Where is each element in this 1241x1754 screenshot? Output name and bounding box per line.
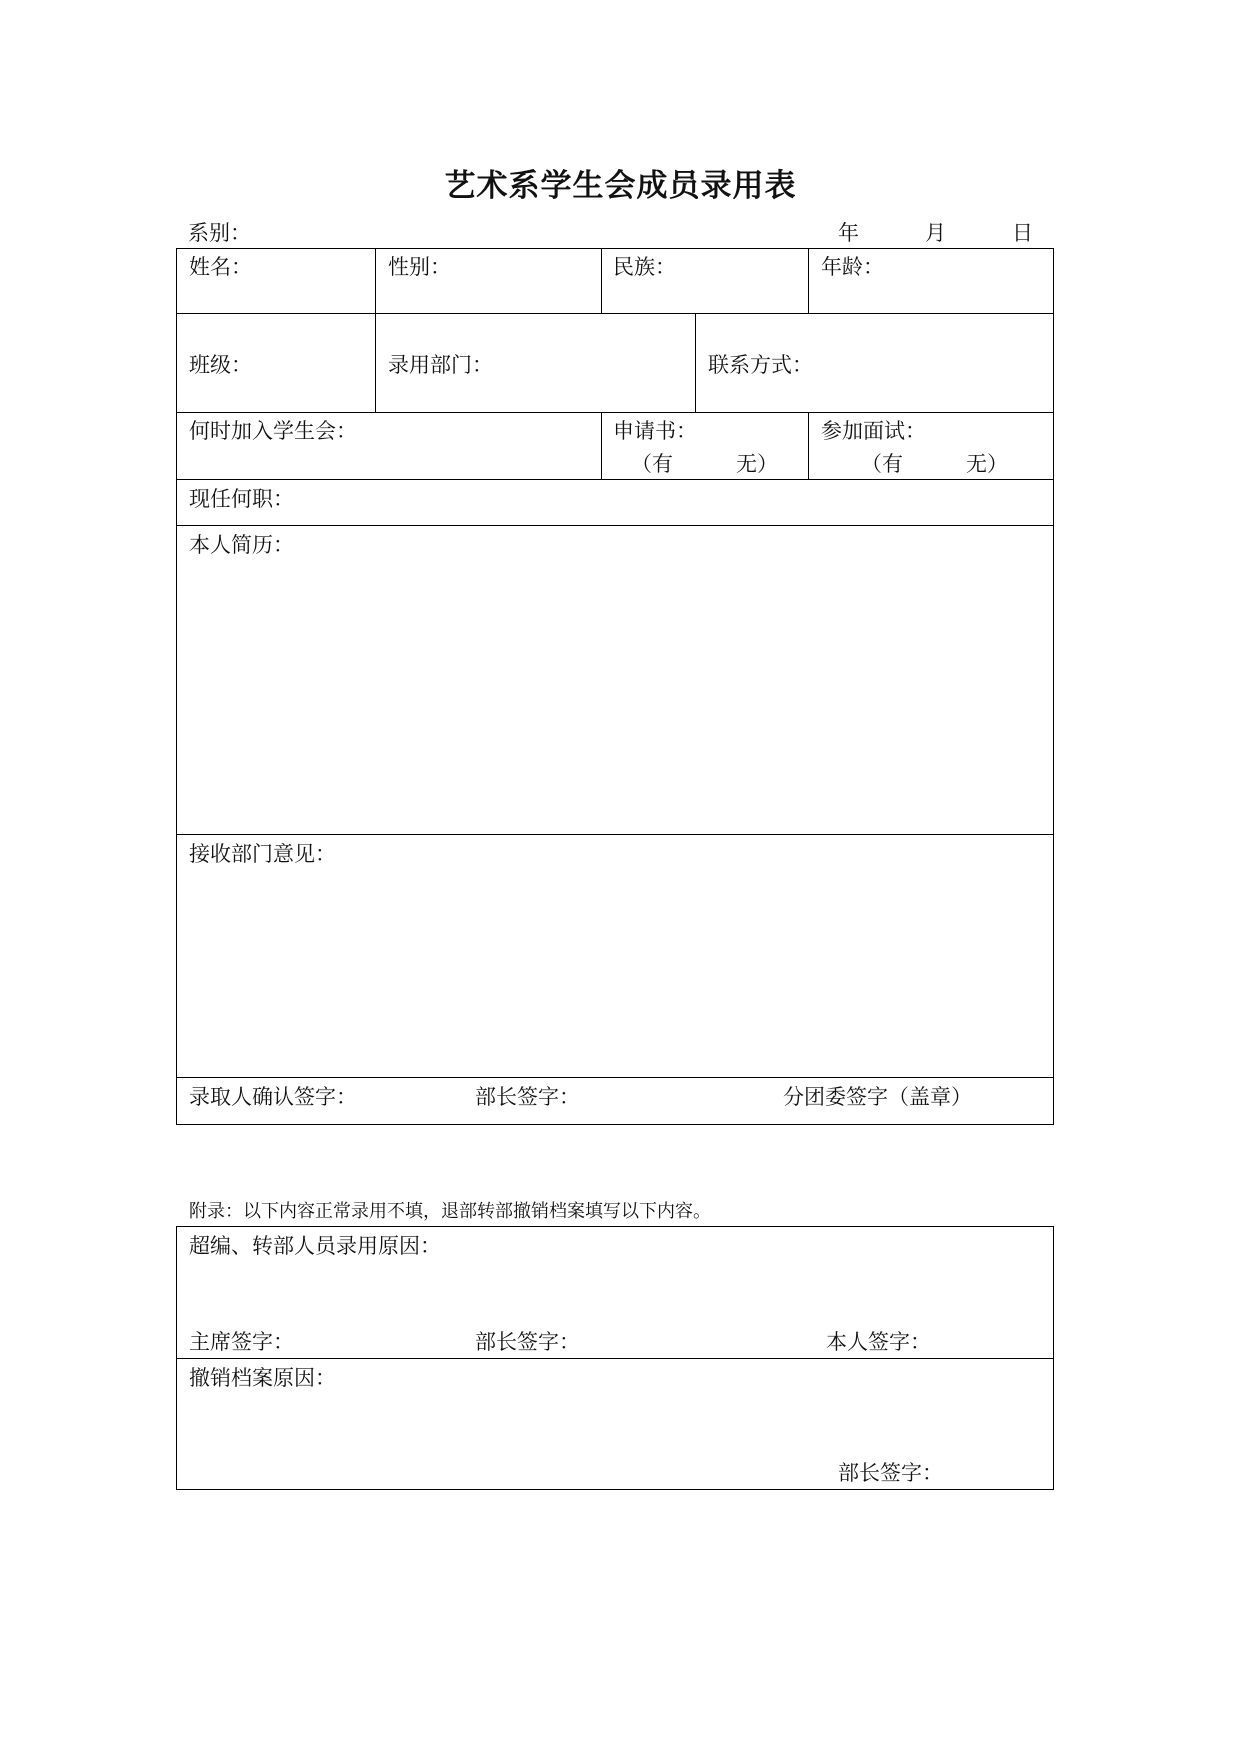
age-field-label: 年龄： xyxy=(821,255,884,279)
row-divider xyxy=(176,412,1054,413)
resume-field-label: 本人简历： xyxy=(189,533,294,557)
column-divider xyxy=(808,248,809,313)
page-title: 艺术系学生会成员录用表 xyxy=(444,168,797,204)
column-divider xyxy=(601,248,602,313)
chair-signature-label: 主席签字： xyxy=(189,1330,294,1354)
day-label: 日 xyxy=(1012,221,1033,245)
class-field-label: 班级： xyxy=(189,353,252,377)
row-divider xyxy=(176,313,1054,314)
row-divider xyxy=(176,1358,1054,1359)
revoke-reason-label: 撤销档案原因： xyxy=(189,1366,336,1390)
appendix-minister-signature-label-2: 部长签字： xyxy=(838,1461,943,1485)
hire-department-field-label: 录用部门： xyxy=(388,353,493,377)
application-field-label: 申请书： xyxy=(613,419,697,443)
application-options: （有 无） xyxy=(631,452,778,476)
column-divider xyxy=(601,412,602,479)
month-label: 月 xyxy=(925,221,946,245)
interview-field-label: 参加面试： xyxy=(821,419,926,443)
league-signature-label: 分团委签字（盖章） xyxy=(783,1085,972,1109)
column-divider xyxy=(808,412,809,479)
row-divider xyxy=(176,479,1054,480)
row-divider xyxy=(176,834,1054,835)
current-position-field-label: 现任何职： xyxy=(189,487,294,511)
join-time-field-label: 何时加入学生会： xyxy=(189,419,357,443)
hiree-signature-label: 录取人确认签字： xyxy=(189,1085,357,1109)
contact-field-label: 联系方式： xyxy=(708,353,813,377)
minister-signature-label: 部长签字： xyxy=(475,1085,580,1109)
interview-options: （有 无） xyxy=(861,452,1008,476)
year-label: 年 xyxy=(838,221,859,245)
receiving-opinion-field-label: 接收部门意见： xyxy=(189,842,336,866)
row-divider xyxy=(176,1077,1054,1078)
main-form-table xyxy=(176,248,1054,1125)
self-signature-label: 本人签字： xyxy=(826,1330,931,1354)
overstaff-reason-label: 超编、转部人员录用原因： xyxy=(189,1234,441,1258)
department-label: 系别： xyxy=(188,221,251,245)
column-divider xyxy=(695,313,696,412)
gender-field-label: 性别： xyxy=(388,255,451,279)
appendix-minister-signature-label: 部长签字： xyxy=(475,1330,580,1354)
ethnicity-field-label: 民族： xyxy=(613,255,676,279)
column-divider xyxy=(375,248,376,413)
row-divider xyxy=(176,525,1054,526)
appendix-note: 附录：以下内容正常录用不填，退部转部撤销档案填写以下内容。 xyxy=(189,1201,711,1222)
name-field-label: 姓名： xyxy=(189,255,252,279)
